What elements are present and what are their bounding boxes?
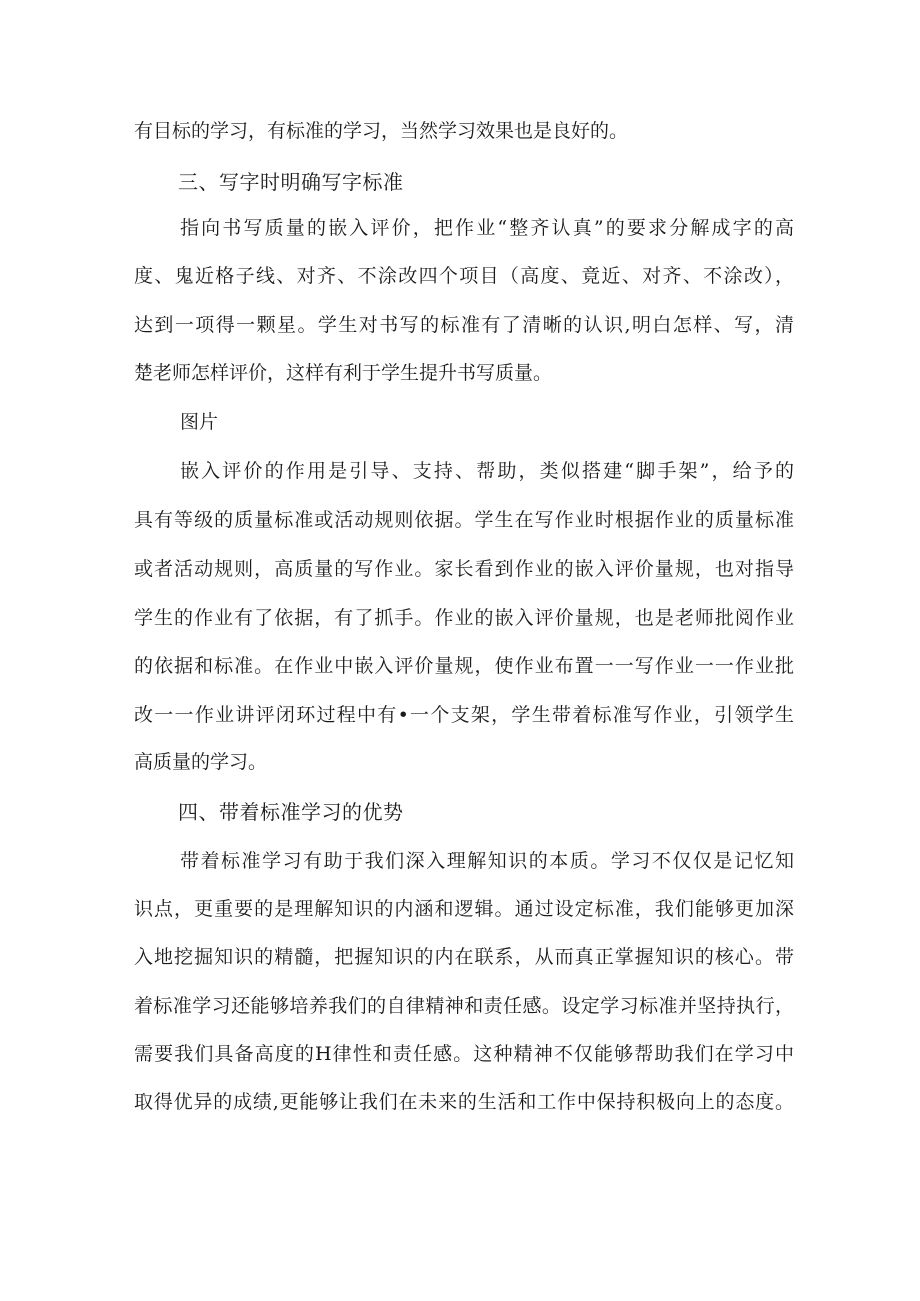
paragraph-line: 高质量的学习。 xyxy=(134,751,268,773)
image-placeholder-caption: 图片 xyxy=(180,411,219,433)
paragraph-line: 具有等级的质量标准或活动规则依据。学生在写作业时根据作业的质量标准 xyxy=(134,509,794,531)
paragraph-line: 楚老师怎样评价，这样有利于学生提升书写质量。 xyxy=(134,362,553,384)
paragraph-line: 需要我们具备高度的H律性和责任感。这种精神不仅能够帮助我们在学习中 xyxy=(134,1043,794,1065)
paragraph-line: 改一一作业讲评闭环过程中有•一个支架，学生带着标准写作业，引领学生 xyxy=(134,704,794,726)
paragraph-line: 有目标的学习，有标准的学习，当然学习效果也是良好的。 xyxy=(134,120,629,142)
paragraph-line: 识点，更重要的是理解知识的内涵和逻辑。通过设定标准，我们能够更加深 xyxy=(134,898,794,920)
section-heading-4: 四、带着标准学习的优势 xyxy=(178,800,404,824)
paragraph-line: 带着标准学习有助于我们深入理解知识的本质。学习不仅仅是记忆知 xyxy=(180,850,794,872)
paragraph-line: 入地挖掘知识的精髓，把握知识的内在联系，从而真正掌握知识的核心。带 xyxy=(134,946,794,968)
paragraph-line: 达到一项得一颗星。学生对书写的标准有了清晰的认识,明白怎样、写，清 xyxy=(134,314,794,336)
paragraph-line: 度、鬼近格子线、对齐、不涂改四个项目（高度、竟近、对齐、不涂改）， xyxy=(134,265,794,287)
paragraph-line: 指向书写质量的嵌入评价，把作业“整齐认真”的要求分解成字的高 xyxy=(180,217,794,239)
paragraph-line: 或者活动规则，高质量的写作业。家长看到作业的嵌入评价量规，也对指导 xyxy=(134,558,794,580)
paragraph-line: 嵌入评价的作用是引导、支持、帮助，类似搭建“脚手架”，给予的 xyxy=(180,460,794,482)
paragraph-line: 的依据和标准。在作业中嵌入评价量规，使作业布置一一写作业一一作业批 xyxy=(134,655,794,677)
paragraph-line: 学生的作业有了依据，有了抓手。作业的嵌入评价量规，也是老师批阅作业 xyxy=(134,607,794,629)
paragraph-line: 取得优异的成绩,更能够让我们在未来的生活和工作中保持积极向上的态度。 xyxy=(134,1091,794,1113)
section-heading-3: 三、写字时明确写字标准 xyxy=(178,170,404,194)
paragraph-line: 着标准学习还能够培养我们的自律精神和责任感。设定学习标准并坚持执行， xyxy=(134,995,794,1017)
